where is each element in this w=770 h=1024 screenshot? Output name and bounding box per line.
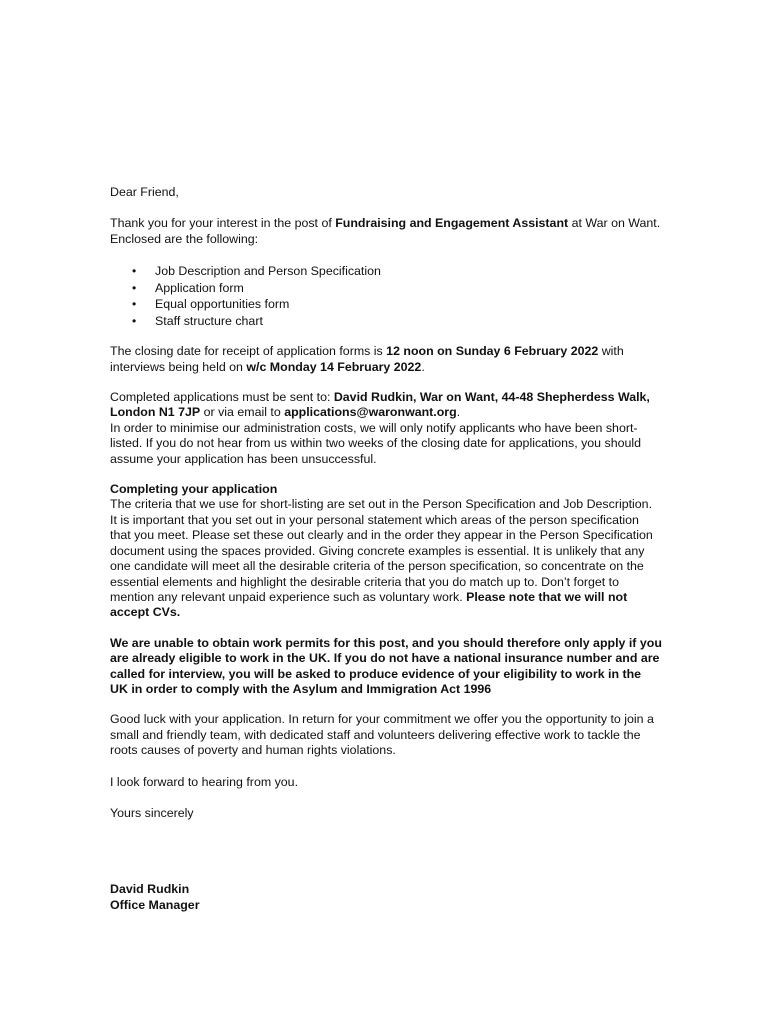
send-to-paragraph: [110, 390, 662, 421]
completing-heading: Completing your application: [110, 482, 278, 497]
send-to-text-middle: or via email to: [200, 405, 285, 420]
closing-text-after: .: [421, 359, 425, 374]
bullet-icon: •: [132, 313, 137, 328]
shortlist-notice: In order to minimise our administration costs, we will only notify applicants who have been short-listed. If you do not hear from us within two weeks of the closing date for applications, you should assume your application has been unsuccessful.: [110, 420, 642, 466]
closing-text-middle: with interviews being held on: [110, 344, 624, 374]
bullet-icon: •: [132, 264, 137, 279]
postal-address: David Rudkin, War on Want, 44-48 Shepherdess Walk, London N1 7JP: [110, 390, 650, 420]
closing-date: 12 noon on Sunday 6 February 2022: [386, 344, 599, 359]
list-item: [110, 313, 662, 330]
post-title: Fundraising and Engagement Assistant: [335, 216, 569, 231]
list-item: [110, 296, 662, 313]
enclosure-label: Application form: [155, 280, 244, 295]
look-forward-line: I look forward to hearing from you.: [110, 774, 299, 789]
signoff: Yours sincerely: [110, 805, 194, 820]
completing-body: The criteria that we use for short-listing are set out in the Person Specification and Job Description. It is important that you set out in your personal statement which areas of the person specification that you meet. Please set these out clearly and in the order they appear in the Person Specification document using the spaces provided. Giving concrete examples is essential. It is unlikely that any one candidate will meet all the desirable criteria of the person specification, so concentrate on the essential elements and highlight the desirable criteria that you do match up to. Don’t forget to mention any relevant unpaid experience such as voluntary work.: [110, 497, 653, 604]
letter-page: [110, 185, 662, 913]
enclosure-label: Equal opportunities form: [155, 297, 290, 312]
enclosures-list: [110, 263, 662, 329]
salutation: Dear Friend,: [110, 185, 179, 199]
intro-text-after: at War on Want. Enclosed are the following:: [110, 216, 661, 246]
list-item: [110, 280, 662, 297]
bullet-icon: •: [132, 297, 137, 312]
work-permit-notice: We are unable to obtain work permits for this post, and you should therefore only apply if you are already eligible to work in the UK. If you do not have a national insurance number and are called for interview, you will be asked to produce evidence of your eligibility to work in the UK in order to comply with the Asylum and Immigration Act 1996: [110, 635, 662, 696]
signatory-name: David Rudkin: [110, 882, 190, 897]
interview-date: w/c Monday 14 February 2022: [246, 359, 422, 374]
send-to-text-after: .: [456, 405, 461, 420]
intro-paragraph: [110, 216, 662, 247]
application-email: applications@waronwant.org: [284, 405, 457, 420]
completing-paragraph: [110, 497, 662, 620]
signatory-title: Office Manager: [110, 898, 200, 913]
send-to-text-before: Completed applications must be sent to:: [110, 390, 334, 405]
intro-text-before: Thank you for your interest in the post of: [110, 216, 336, 231]
enclosure-label: Job Description and Person Specification: [155, 264, 381, 279]
bullet-icon: •: [132, 280, 137, 295]
good-luck-paragraph: Good luck with your application. In return for your commitment we offer you the opportunity to join a small and friendly team, with dedicated staff and volunteers delivering effective work to tackle the roots causes of poverty and human rights violations.: [110, 712, 654, 758]
closing-text-before: The closing date for receipt of application forms is: [110, 344, 387, 359]
closing-date-paragraph: [110, 344, 662, 375]
no-cv-notice: Please note that we will not accept CVs.: [110, 589, 628, 620]
enclosure-label: Staff structure chart: [155, 313, 263, 328]
list-item: [110, 263, 662, 280]
